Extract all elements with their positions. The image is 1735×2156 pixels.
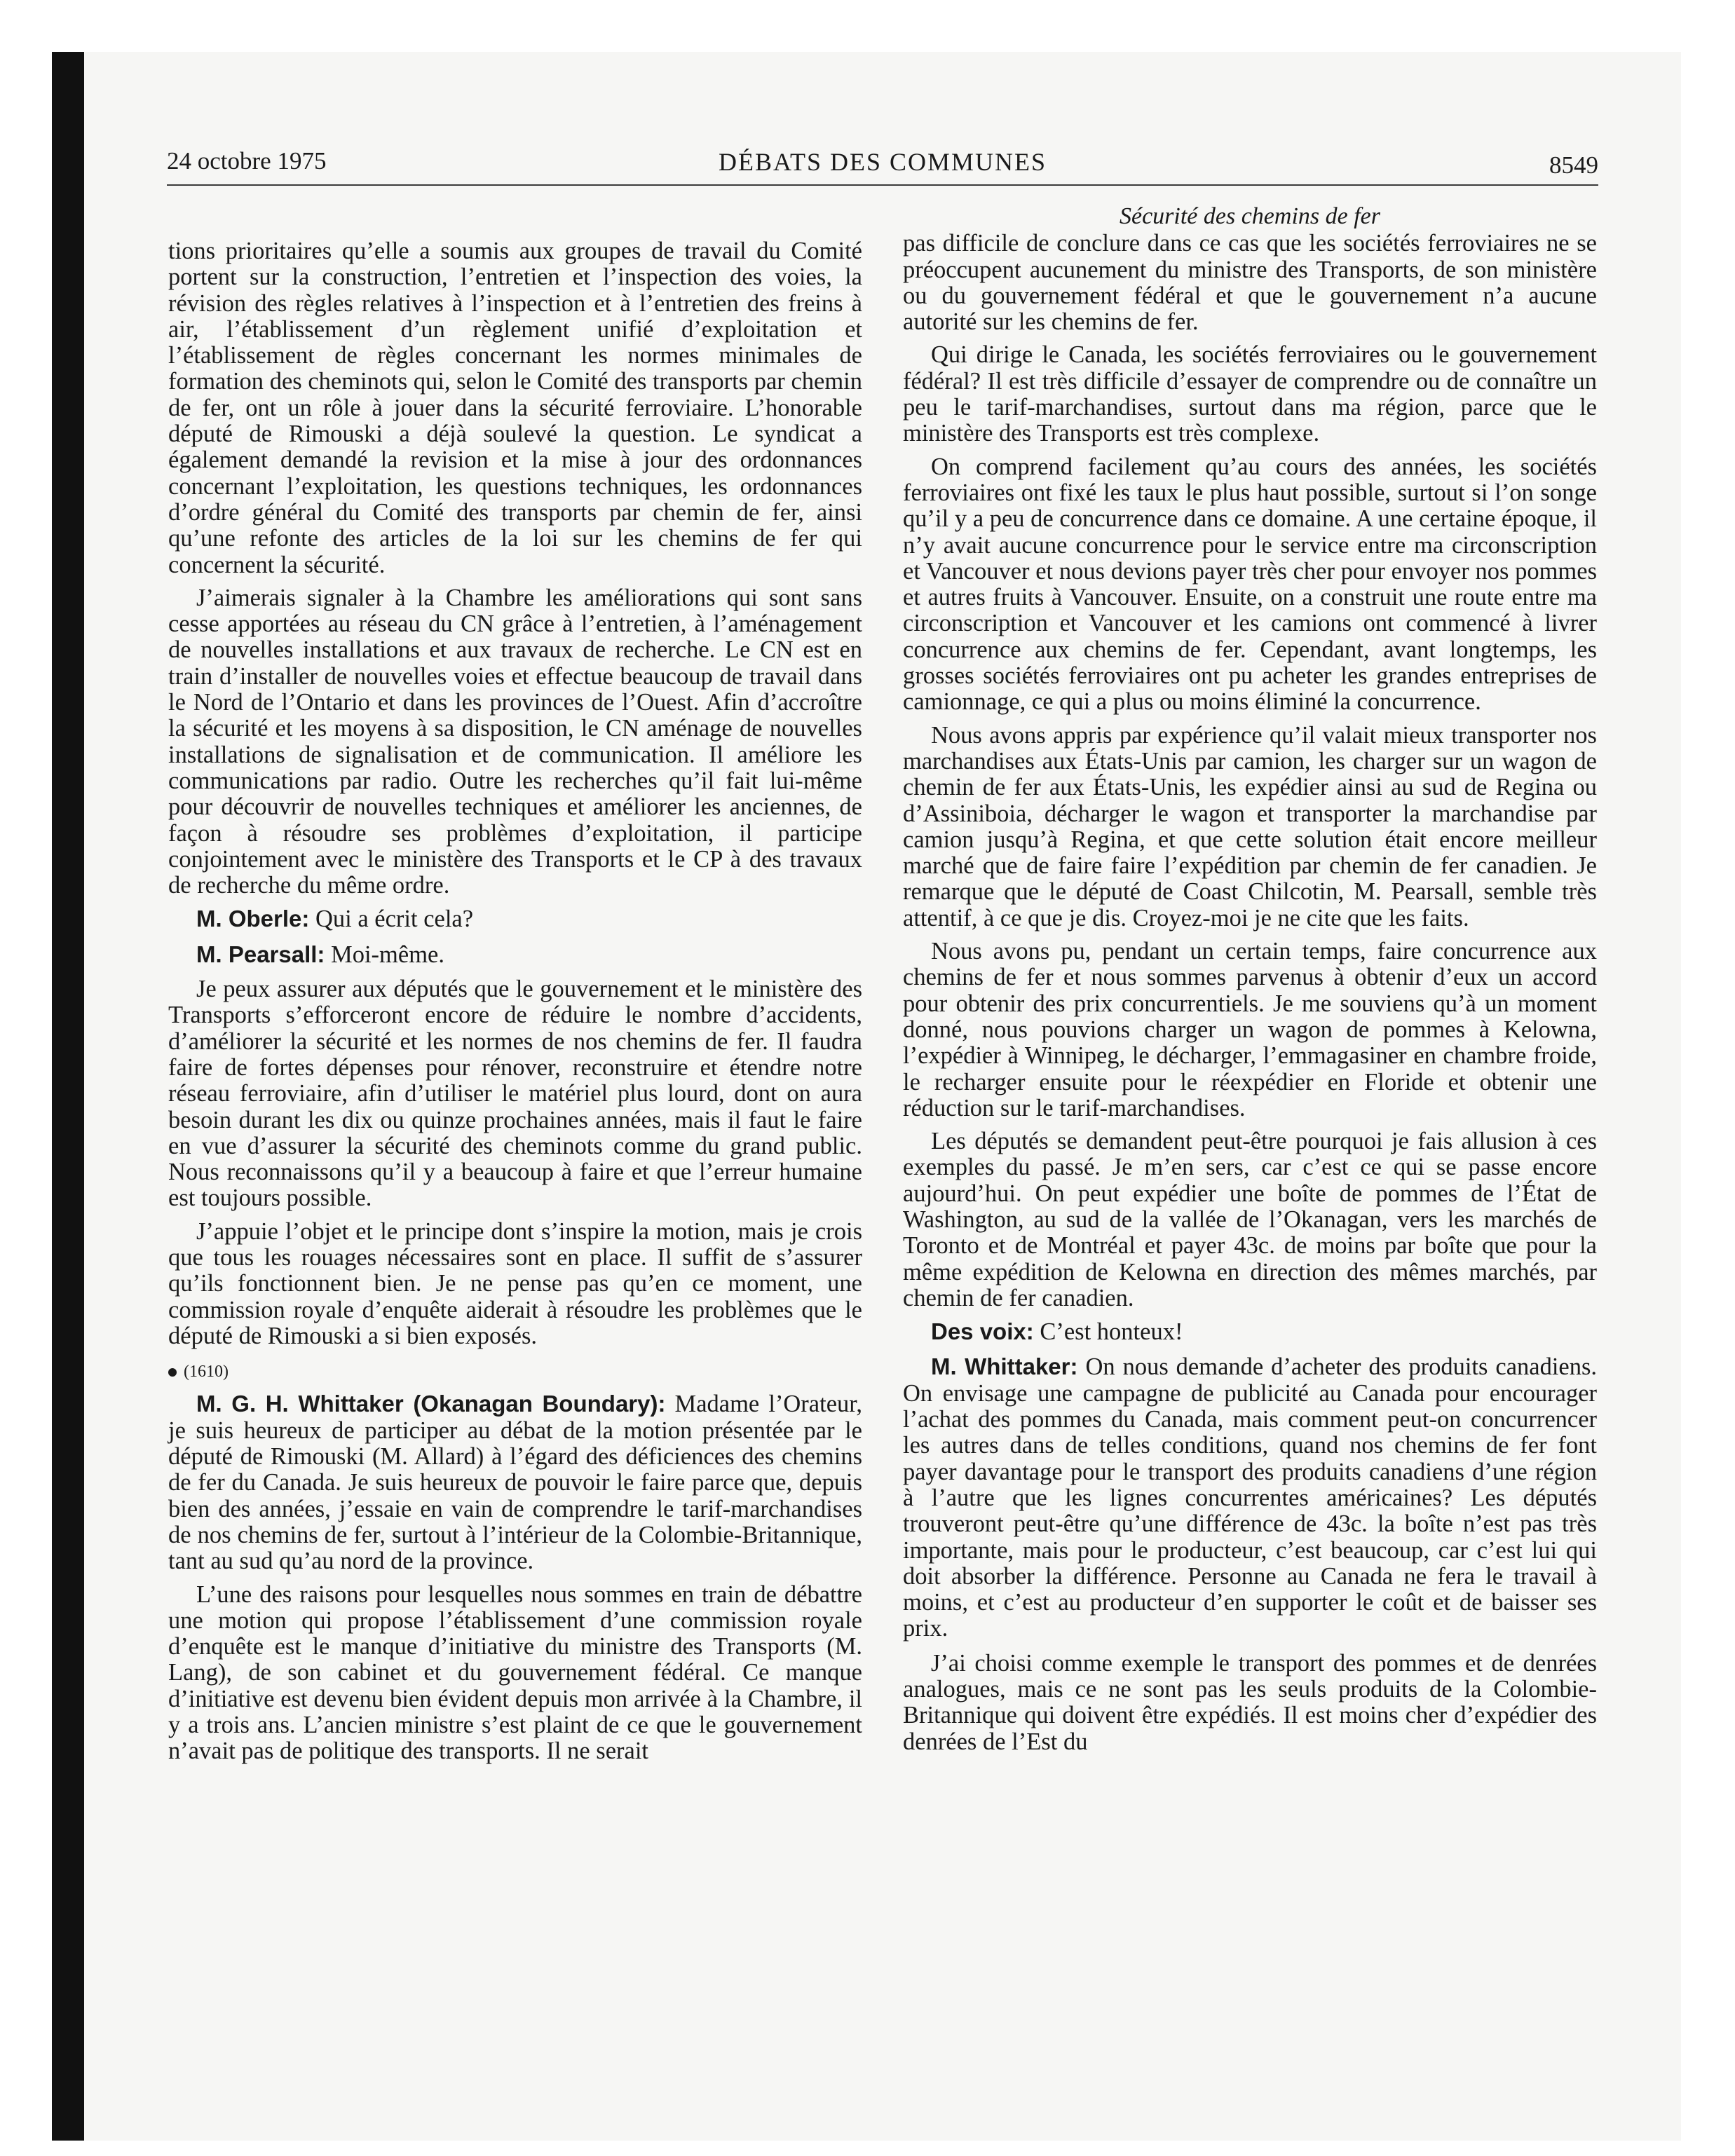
left-column [168, 238, 862, 1772]
speaker-name: Des voix: [931, 1318, 1034, 1345]
paragraph: Je peux assurer aux députés que le gouvernement et le ministère des Transports s’efforceront encore de réduire le nombre d’accidents, d’améliorer la sécurité et les normes de nos chemins de fer. Il faudra faire de fortes dépenses pour rénover, reconstruire et étendre notre réseau ferroviaire, afin d’utiliser le matériel plus lourd, dont on aura besoin durant les dix ou quinze prochaines années, mais il faut le faire en vue d’assurer la sécurité des cheminots comme du grand public. Nous reconnaissons qu’il y a beaucoup à faire et que l’erreur humaine est toujours possible. [168, 976, 862, 1212]
paragraph: Qui dirige le Canada, les sociétés ferroviaires ou le gouvernement fédéral? Il est très difficile d’essayer de comprendre ou de connaître un peu le tarif-marchandises, surtout dans ma région, parce que le ministère des Transports est très complexe. [903, 341, 1597, 447]
paragraph: J’ai choisi comme exemple le transport des pommes et de denrées analogues, mais ce ne sont pas les seuls produits de la Colombie-Britannique qui doivent être expédiés. Il est moins cher d’expédier des denrées de l’Est du [903, 1649, 1597, 1755]
timestamp-text: (1610) [184, 1363, 229, 1381]
speech-text: Madame l’Orateur, je suis heureux de participer au débat de la motion présentée par le député de Rimouski (M. Allard) à l’égard des déficiences des chemins de fer du Canada. Je suis heureux de pouvoir le faire parce que, depuis bien des années, j’essaie en vain de comprendre le tarif-marchandises de nos chemins de fer, surtout à l’intérieur de la Colombie-Britannique, tant au sud qu’au nord de la province. [168, 1391, 862, 1575]
paragraph: J’aimerais signaler à la Chambre les améliorations qui sont sans cesse apportées au réseau du CN grâce à l’entretien, à l’aménagement de nouvelles installations et aux travaux de recherche. Le CN est en train d’installer de nouvelles voies et effectue beaucoup de travail dans le Nord de l’Ontario et dans les provinces de l’Ouest. Afin d’accroître la sécurité et les moyens à sa disposition, le CN aménage de nouvelles installations de signalisation et de communication. Il améliore les communications par radio. Outre les recherches qu’il fait lui-même pour découvrir de nouvelles techniques et améliorer les anciennes, de façon à résoudre ses problèmes d’exploitation, il participe conjointement avec le ministère des Transports et le CP à des travaux de recherche du même ordre. [168, 584, 862, 899]
speech-oberle [168, 906, 862, 932]
speech-text: Qui a écrit cela? [315, 906, 474, 933]
header-publication: DÉBATS DES COMMUNES [718, 148, 1047, 176]
paragraph: tions prioritaires qu’elle a soumis aux groupes de travail du Comité portent sur la construction, l’entretien et l’inspection des voies, la révision des règles relatives à l’inspection et à l’entretien des freins à air, l’établissement d’un règlement unifié d’exploitation et l’établissement de règles concernant les normes minimales de formation des cheminots qui, selon le Comité des transports par chemin de fer, ont un rôle à jouer dans la sécurité ferroviaire. L’honorable député de Rimouski a déjà soulevé la question. Le syndicat a également demandé la revision et la mise à jour des ordonnances concernant l’exploitation, les questions techniques, les ordonnances d’ordre général du Comité des transports par chemin de fer, ainsi qu’une refonte des articles de la loi sur les chemins de fer qui concernent la sécurité. [168, 238, 862, 578]
speech-voices [903, 1318, 1597, 1345]
speaker-name: M. Oberle: [196, 906, 310, 932]
timestamp [168, 1359, 862, 1385]
paragraph: Les députés se demandent peut-être pourquoi je fais allusion à ces exemples du passé. Je m’en sers, car c’est ce qui se passe encore aujourd’hui. On peut expédier une boîte de pommes de l’État de Washington, au sud de la vallée de l’Okanagan, vers les marchés de Toronto et de Montréal et payer 43c. de moins par boîte que pour la même expédition de Kelowna en direction des mêmes marchés, par chemin de fer canadien. [903, 1128, 1597, 1311]
speaker-name: M. Whittaker: [931, 1353, 1078, 1380]
paragraph: Nous avons pu, pendant un certain temps, faire concurrence aux chemins de fer et nous sommes parvenus à obtenir d’eux un accord pour obtenir des prix concurrentiels. Je me souviens qu’à un moment donné, nous pouvions charger un wagon de pommes à Kelowna, l’expédier à Winnipeg, le décharger, l’emmagasiner en chambre froide, le recharger ensuite pour le réexpédier en Floride et obtenir une réduction sur le tarif-marchandises. [903, 938, 1597, 1121]
bullet-icon [168, 1368, 177, 1377]
paragraph: On comprend facilement qu’au cours des années, les sociétés ferroviaires ont fixé les taux le plus haut possible, surtout si l’on songe qu’il y a peu de concurrence dans ce domaine. A une certaine époque, il n’y avait aucune concurrence pour le service entre ma circonscription et Vancouver et nous devions payer très cher pour envoyer nos pommes et autres fruits à Vancouver. Ensuite, on a construit une route entre ma circonscription et Vancouver et les camions ont commencé à livrer concurrence aux chemins de fer. Cependant, avant longtemps, les grosses sociétés ferroviaires ont pu acheter les grandes entreprises de camionnage, ce qui a plus ou moins éliminé la concurrence. [903, 453, 1597, 716]
paragraph: L’une des raisons pour lesquelles nous sommes en train de débattre une motion qui propose l’établissement d’une commission royale d’enquête est le manque d’initiative du ministre des Transports (M. Lang), de son cabinet et du gouvernement fédéral. Ce manque d’initiative est devenu bien évident depuis mon arrivée à la Chambre, il y a trois ans. L’ancien ministre s’est plaint de ce que le gouvernement n’avait pas de politique des transports. Il ne serait [168, 1581, 862, 1765]
header-date: 24 octobre 1975 [167, 147, 327, 175]
speech-text: Moi-même. [331, 941, 444, 968]
scan-left-edge [52, 52, 84, 2141]
speech-whittaker [903, 1353, 1597, 1642]
paragraph: J’appuie l’objet et le principe dont s’inspire la motion, mais je crois que tous les rouages nécessaires sont en place. Il suffit de s’assurer qu’ils fonctionnent bien. Je ne pense pas qu’en ce moment, une commission royale d’enquête aiderait à résoudre les problèmes que le député de Rimouski a si bien exposés. [168, 1217, 862, 1349]
paragraph: pas difficile de conclure dans ce cas que les sociétés ferroviaires ne se préoccupent aucunement du ministre des Transports, de son ministère ou du gouvernement fédéral et que le gouvernement n’a aucune autorité sur les chemins de fer. [903, 230, 1597, 336]
speech-text: C’est honteux! [1040, 1318, 1183, 1346]
speaker-name: M. Pearsall: [196, 941, 325, 967]
running-head: Sécurité des chemins de fer [1120, 203, 1380, 229]
paragraph: Nous avons appris par expérience qu’il valait mieux transporter nos marchandises aux États-Unis par camion, les charger sur un wagon de chemin de fer aux États-Unis, les expédier ainsi au sud de Regina ou d’Assiniboia, décharger le wagon et transporter la marchandise par camion jusqu’à Regina, et que cette solution était encore meilleur marché que de faire faire l’expédition par chemin de fer canadien. Je remarque que le député de Coast Chilcotin, M. Pearsall, semble très attentif, à ce que je dis. Croyez-moi je ne cite que les faits. [903, 721, 1597, 932]
header-rule [167, 184, 1598, 186]
right-column [903, 203, 1597, 1762]
speech-pearsall [168, 941, 862, 968]
page-header [167, 147, 1598, 189]
speech-whittaker [168, 1391, 862, 1574]
speaker-name: M. G. H. Whittaker (Okanagan Boundary): [196, 1391, 666, 1417]
speech-text: On nous demande d’acheter des produits canadiens. On envisage une campagne de publicité au Canada pour encourager l’achat des pommes du Canada, mais comment peut-on concurrencer les autres dans de telles conditions, quand nos chemins de fer font payer davantage pour le transport des produits canadiens d’une région à l’autre que les lignes concurrentes américaines? Les députés trouveront peut-être qu’une différence de 43c. la boîte n’est pas très importante, mais pour le producteur, c’est beaucoup, car c’est lui qui doit absorber la différence. Personne au Canada ne fera le travail à moins, et c’est au producteur d’en supporter le coût et de baisser ses prix. [903, 1353, 1598, 1642]
header-page-number: 8549 [1549, 151, 1598, 179]
